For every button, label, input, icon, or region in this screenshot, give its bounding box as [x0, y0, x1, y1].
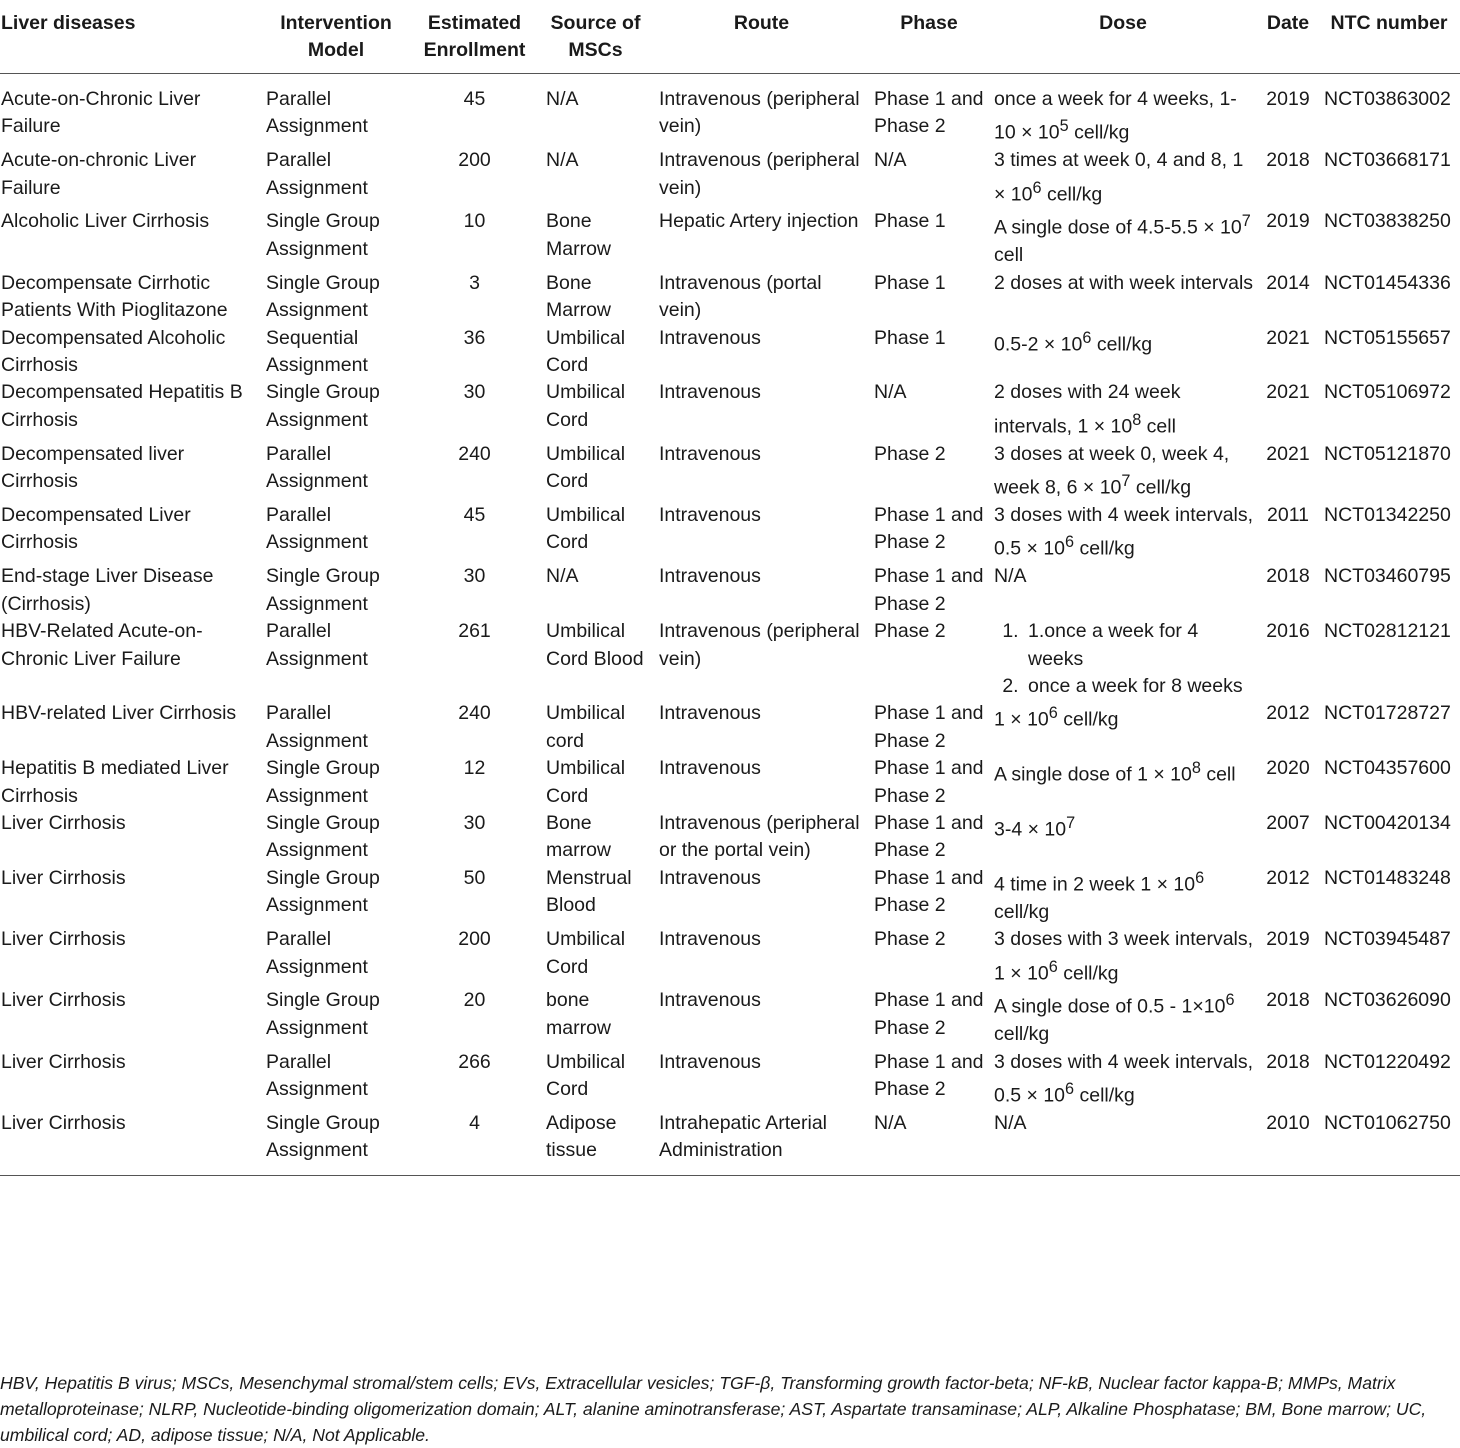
ntc-number-cell: NCT05121870: [1324, 442, 1451, 465]
source-cell: N/A: [546, 565, 579, 588]
source-cell: Adipose tissue: [538, 1110, 653, 1175]
route-cell: Hepatic Artery injection: [659, 210, 859, 233]
intervention-model-cell: Parallel Assignment: [266, 702, 368, 752]
date-cell: 2019: [1266, 928, 1310, 951]
disease-cell: HBV-Related Acute-on-Chronic Liver Failure: [1, 620, 203, 670]
enrollment-cell: 45: [463, 87, 486, 110]
table-footnote: HBV, Hepatitis B virus; MSCs, Mesenchymal stromal/stem cells; EVs, Extracellular vesicles; TGF-β, Transforming growth factor-beta; NF-kB, Nuclear factor kappa-B; MMPs, Matrix metalloproteinase; NLRP, Nucleotide-binding oligomerization domain; ALT, alanine aminotransferase; AST, Aspartate transaminase; ALP, Alkaline Phosphatase; BM, Bone marrow; UC, umbilical cord; AD, adipose tissue; N/A, Not Applicable.: [0, 1373, 1427, 1445]
source-cell: bone marrow: [546, 989, 612, 1039]
dose-cell: 2 doses at with week intervals: [994, 271, 1254, 294]
enrollment-cell: 45: [463, 504, 486, 526]
dose-cell: [988, 618, 1258, 700]
table-row: [0, 865, 1460, 926]
source-cell: Umbilical Cord: [546, 326, 626, 376]
disease-cell: Liver Cirrhosis: [1, 989, 126, 1012]
ntc-number-cell: NCT01483248: [1324, 866, 1451, 889]
header-estimated-enrollment: Estimated Enrollment: [411, 0, 538, 73]
dose-list: [994, 618, 1254, 700]
route-cell: Intravenous: [659, 504, 761, 526]
dose-cell: $3-4 \times 10^7$: [994, 813, 1076, 841]
disease-cell: Decompensated liver Cirrhosis: [1, 442, 185, 493]
disease-cell: Liver Cirrhosis: [1, 928, 126, 951]
table-row: [0, 810, 1460, 865]
disease-cell: Decompensate Cirrhotic Patients With Pioglitazone: [1, 271, 228, 322]
route-cell: Intrahepatic Arterial Administration: [653, 1110, 870, 1175]
phase-cell: Phase 2: [874, 620, 946, 643]
source-cell: N/A: [546, 149, 579, 172]
intervention-model-cell: Single Group Assignment: [266, 381, 380, 431]
ntc-number-cell: NCT01342250: [1324, 504, 1451, 526]
disease-cell: Liver Cirrhosis: [1, 1050, 126, 1073]
dose-list-item: 2. once a week for 8 weeks: [1024, 673, 1254, 700]
ntc-number-cell: NCT01220492: [1324, 1050, 1451, 1073]
header-liver-diseases: Liver diseases: [0, 0, 261, 73]
intervention-model-cell: Single Group Assignment: [266, 866, 380, 917]
ntc-number-cell: NCT01728727: [1324, 702, 1451, 725]
enrollment-cell: 30: [463, 381, 486, 404]
route-cell: Intravenous: [659, 326, 761, 349]
dose-cell: N/A: [994, 565, 1027, 588]
route-cell: Intravenous: [659, 1050, 761, 1073]
date-cell: 2019: [1266, 87, 1310, 110]
date-cell: 2019: [1266, 210, 1310, 233]
table-row: [0, 325, 1460, 380]
date-cell: 2021: [1266, 381, 1310, 404]
intervention-model-cell: Parallel Assignment: [266, 149, 368, 199]
table-row: [0, 147, 1460, 208]
ntc-number-cell: NCT03668171: [1324, 149, 1451, 172]
intervention-model-cell: Sequential Assignment: [266, 326, 368, 376]
phase-cell: Phase 2: [874, 928, 946, 951]
dose-cell: A single dose of $1 \times 10^8$ cell: [994, 759, 1236, 786]
phase-cell: N/A: [874, 149, 907, 172]
disease-cell: Liver Cirrhosis: [1, 866, 126, 889]
enrollment-cell: 3: [469, 271, 480, 294]
table-row: [0, 563, 1460, 618]
enrollment-cell: 261: [458, 620, 491, 643]
ntc-number-cell: NCT03863002: [1324, 87, 1451, 110]
route-cell: Intravenous: [659, 381, 761, 404]
ntc-number-cell: NCT05155657: [1324, 326, 1451, 349]
date-cell: 2021: [1266, 326, 1310, 349]
ntc-number-cell: NCT03626090: [1324, 989, 1451, 1012]
table-row: [0, 618, 1460, 700]
intervention-model-cell: Parallel Assignment: [266, 620, 368, 670]
source-cell: Umbilical Cord: [546, 442, 626, 493]
date-cell: 2018: [1266, 989, 1310, 1012]
disease-cell: Decompensated Alcoholic Cirrhosis: [1, 326, 226, 376]
enrollment-cell: 20: [463, 989, 486, 1012]
date-cell: 2014: [1266, 271, 1310, 294]
table-row: [0, 987, 1460, 1048]
disease-cell: HBV-related Liver Cirrhosis: [1, 702, 237, 725]
intervention-model-cell: Parallel Assignment: [266, 504, 368, 554]
source-cell: Bone marrow: [546, 811, 612, 862]
source-cell: Umbilical Cord: [546, 381, 626, 431]
intervention-model-cell: Parallel Assignment: [266, 442, 368, 493]
phase-cell: Phase 1 and Phase 2: [874, 811, 984, 862]
date-cell: 2016: [1266, 620, 1310, 643]
enrollment-cell: 30: [463, 565, 486, 588]
intervention-model-cell: Parallel Assignment: [266, 87, 368, 138]
intervention-model-cell: Single Group Assignment: [266, 210, 380, 260]
table-row: [0, 270, 1460, 325]
source-cell: Bone Marrow: [546, 271, 612, 322]
intervention-model-cell: Parallel Assignment: [266, 1050, 368, 1101]
phase-cell: Phase 1: [874, 210, 946, 233]
phase-cell: Phase 1 and Phase 2: [874, 757, 984, 807]
date-cell: 2018: [1266, 1050, 1310, 1073]
intervention-model-cell: Single Group Assignment: [266, 757, 380, 807]
source-cell: Umbilical cord: [546, 702, 626, 752]
date-cell: 2010: [1258, 1110, 1318, 1175]
header-date: Date: [1258, 0, 1318, 73]
disease-cell: Acute-on-Chronic Liver Failure: [1, 87, 201, 138]
dose-cell: A single dose of $4.5-5.5 \times 10^7$ cell: [994, 212, 1251, 267]
enrollment-cell: 50: [463, 866, 486, 889]
route-cell: Intravenous (peripheral vein): [659, 149, 860, 199]
source-cell: Umbilical Cord: [546, 928, 626, 978]
header-ntc-number: NTC number: [1318, 0, 1460, 73]
route-cell: Intravenous (peripheral or the portal vein): [659, 811, 860, 862]
phase-cell: Phase 1 and Phase 2: [874, 504, 984, 554]
table-row: [0, 1049, 1460, 1110]
disease-cell: Acute-on-chronic Liver Failure: [1, 149, 197, 199]
source-cell: Umbilical Cord: [546, 757, 626, 807]
date-cell: 2007: [1266, 811, 1310, 834]
source-cell: Menstrual Blood: [546, 866, 632, 917]
table-row: [0, 755, 1460, 810]
enrollment-cell: 266: [458, 1050, 491, 1073]
dose-cell: $0.5-2 \times 10^6$ cell/kg: [994, 328, 1153, 356]
date-cell: 2020: [1266, 757, 1310, 780]
dose-cell: 3 doses at week 0, week 4, week 8, $6 \times 10^7$ cell/kg: [994, 442, 1230, 499]
ntc-number-cell: NCT04357600: [1324, 757, 1451, 780]
disease-cell: Hepatitis B mediated Liver Cirrhosis: [1, 757, 229, 807]
header-phase: Phase: [870, 0, 988, 73]
dose-cell: 3 times at week 0, 4 and 8, $1 \times 10^6$ cell/kg: [994, 149, 1244, 206]
route-cell: Intravenous: [659, 702, 761, 725]
ntc-number-cell: NCT01454336: [1324, 271, 1451, 294]
route-cell: Intravenous: [659, 442, 761, 465]
header-route: Route: [653, 0, 870, 73]
table-row: [0, 73, 1460, 147]
intervention-model-cell: Single Group Assignment: [261, 1110, 411, 1175]
source-cell: N/A: [546, 87, 579, 110]
header-dose: Dose: [988, 0, 1258, 73]
dose-cell: 3 doses with 4 week intervals, $0.5 \times 10^6$ cell/kg: [994, 1050, 1254, 1107]
enrollment-cell: 200: [458, 928, 491, 951]
source-cell: Umbilical Cord Blood: [546, 620, 644, 670]
ntc-number-cell: NCT02812121: [1324, 620, 1451, 643]
phase-cell: Phase 1 and Phase 2: [874, 702, 984, 752]
ntc-number-cell: NCT05106972: [1324, 381, 1451, 404]
enrollment-cell: 36: [463, 326, 486, 349]
date-cell: 2021: [1266, 442, 1310, 465]
disease-cell: Alcoholic Liver Cirrhosis: [1, 210, 210, 233]
phase-cell: Phase 1 and Phase 2: [874, 866, 984, 917]
dose-cell: once a week for 4 weeks, $1-10 \times 10^5$ cell/kg: [994, 87, 1237, 144]
date-cell: 2018: [1266, 149, 1310, 172]
phase-cell: Phase 1 and Phase 2: [874, 989, 984, 1039]
header-intervention-model: Intervention Model: [261, 0, 411, 73]
phase-cell: N/A: [870, 1110, 988, 1175]
source-cell: Umbilical Cord: [546, 504, 626, 554]
route-cell: Intravenous: [659, 565, 761, 588]
source-cell: Umbilical Cord: [546, 1050, 626, 1101]
date-cell: 2012: [1266, 702, 1310, 725]
phase-cell: Phase 1: [874, 271, 946, 294]
phase-cell: N/A: [874, 381, 907, 404]
dose-cell: $1 \times 10^6$ cell/kg: [994, 704, 1119, 731]
table-row: [0, 441, 1460, 502]
intervention-model-cell: Single Group Assignment: [266, 271, 380, 322]
header-source-of-mscs: Source of MSCs: [538, 0, 653, 73]
route-cell: Intravenous: [659, 757, 761, 780]
dose-cell: 4 time in 2 week $1 \times 10^6$ cell/kg: [994, 868, 1205, 923]
disease-cell: End-stage Liver Disease (Cirrhosis): [1, 565, 214, 615]
ntc-number-cell: NCT03945487: [1324, 928, 1451, 951]
intervention-model-cell: Single Group Assignment: [266, 565, 380, 615]
dose-cell: N/A: [988, 1110, 1258, 1175]
ntc-number-cell: NCT00420134: [1324, 811, 1451, 834]
disease-cell: Decompensated Hepatitis B Cirrhosis: [1, 381, 243, 431]
date-cell: 2011: [1267, 504, 1309, 526]
table-row: [0, 502, 1460, 563]
ntc-number-cell: NCT03460795: [1324, 565, 1451, 588]
route-cell: Intravenous (portal vein): [659, 271, 822, 322]
enrollment-cell: 240: [458, 702, 491, 725]
dose-cell: A single dose of $0.5 - 1\times 10^6$ cell/kg: [994, 991, 1235, 1046]
phase-cell: Phase 1: [874, 326, 946, 349]
phase-cell: Phase 1 and Phase 2: [874, 1050, 984, 1101]
phase-cell: Phase 2: [874, 442, 946, 465]
table-row: [0, 208, 1460, 269]
route-cell: Intravenous (peripheral vein): [659, 620, 860, 670]
table-row: [0, 926, 1460, 987]
disease-cell: Liver Cirrhosis: [0, 1110, 261, 1175]
dose-cell: 2 doses with 24 week intervals, $1 \times 10^8$ cell: [994, 381, 1181, 438]
enrollment-cell: 10: [463, 210, 486, 233]
route-cell: Intravenous: [659, 866, 761, 889]
source-cell: Bone Marrow: [546, 210, 612, 260]
intervention-model-cell: Parallel Assignment: [266, 928, 368, 978]
table-row: [0, 1110, 1460, 1175]
ntc-number-cell: NCT03838250: [1324, 210, 1451, 233]
enrollment-cell: 30: [463, 811, 486, 834]
table-row: [0, 379, 1460, 440]
date-cell: 2012: [1266, 866, 1310, 889]
disease-cell: Liver Cirrhosis: [1, 811, 126, 834]
dose-list-item: 1. 1.once a week for 4 weeks: [1024, 618, 1254, 673]
table-row: [0, 700, 1460, 755]
table-header-row: [0, 0, 1460, 73]
intervention-model-cell: Single Group Assignment: [266, 989, 380, 1039]
enrollment-cell: 4: [411, 1110, 538, 1175]
disease-cell: Decompensated Liver Cirrhosis: [1, 504, 191, 554]
route-cell: Intravenous: [659, 928, 761, 951]
route-cell: Intravenous (peripheral vein): [659, 87, 860, 138]
enrollment-cell: 200: [458, 149, 491, 172]
dose-cell: 3 doses with 3 week intervals, $1 \times 10^6$ cell/kg: [994, 928, 1254, 984]
phase-cell: Phase 1 and Phase 2: [874, 87, 984, 138]
phase-cell: Phase 1 and Phase 2: [874, 565, 984, 615]
enrollment-cell: 12: [463, 757, 486, 780]
table-body: [0, 73, 1460, 1175]
intervention-model-cell: Single Group Assignment: [266, 811, 380, 862]
ntc-number-cell: NCT01062750: [1318, 1110, 1460, 1175]
enrollment-cell: 240: [458, 442, 491, 465]
dose-cell: 3 doses with 4 week intervals, $0.5 \times 10^6$ cell/kg: [994, 504, 1254, 560]
date-cell: 2018: [1266, 565, 1310, 588]
route-cell: Intravenous: [659, 989, 761, 1012]
